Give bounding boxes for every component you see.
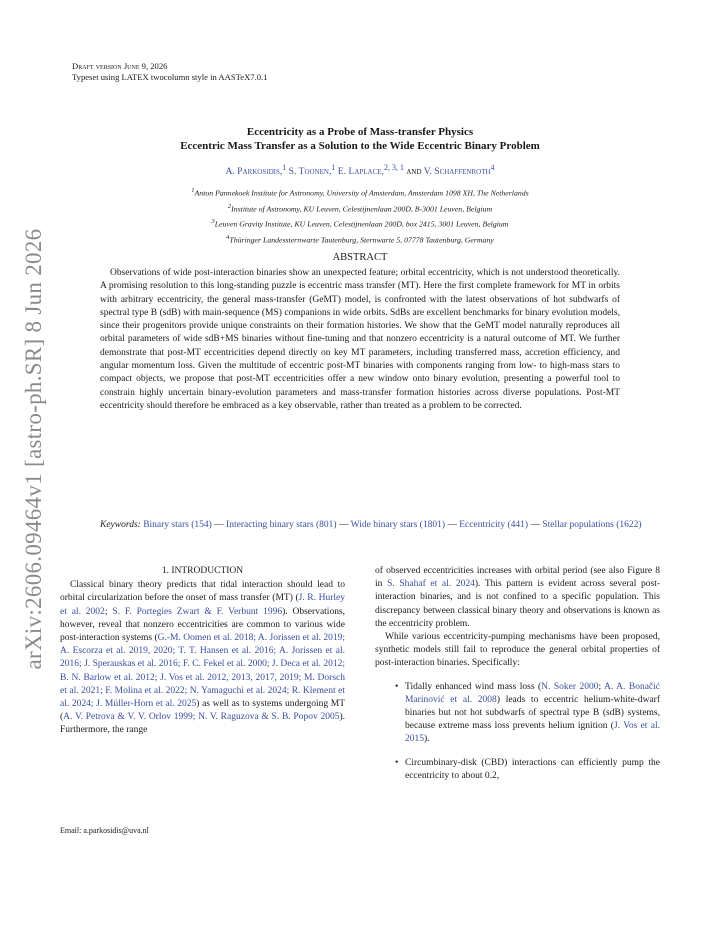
author-conjunction: and	[406, 166, 422, 178]
author-4[interactable]: V. Schaffenroth	[423, 166, 491, 178]
keyword-separator: —	[211, 520, 227, 530]
author-4-affil: 4	[490, 163, 495, 172]
section-heading: 1. INTRODUCTION	[161, 566, 244, 576]
keyword-separator: —	[336, 520, 351, 530]
intro-paragraph-continued: of observed eccentricities increases with orbital period (see also Figure 8 in S. Shahaf et al. 2024). This pattern is evident across several post-interaction binaries, and is not confined to a specific population. This discrepancy between classical binary theory and observations is known as the eccentricity problem.	[375, 566, 661, 629]
author-2-affil: 1	[331, 163, 336, 172]
citation-link[interactable]: J. Vos et al. 2015	[405, 721, 660, 745]
title-line-1: Eccentricity as a Probe of Mass-transfer Physics	[246, 126, 474, 138]
intro-paragraph: While various eccentricity-pumping mechanisms have been proposed, synthetic models still fail to reproduce the general orbital properties of post-interaction binaries. Specifically:	[375, 632, 660, 669]
affiliation: $^3$Leuven Gravity Institute, KU Leuven, Celestijnenlaan 200D, box 2415, 3001 Leuven, Belgium	[211, 218, 509, 229]
title-line-2: Eccentric Mass Transfer as a Solution to the Wide Eccentric Binary Problem	[180, 140, 540, 152]
draft-line: Draft version June 9, 2026	[72, 61, 168, 71]
author-1-affil: 1	[282, 163, 287, 172]
keyword-link[interactable]: Stellar populations (1622)	[542, 520, 642, 530]
typeset-line: Typeset using LATEX twocolumn style in AASTeX7.0.1	[72, 72, 268, 82]
citation-link[interactable]: S. F. Portegies Zwart & F. Verbunt 1996	[112, 606, 283, 617]
affiliation: $^1$Anton Pannekoek Institute for Astronomy, University of Amsterdam, Amsterdam 1098 XH, The Netherlands	[191, 187, 529, 198]
mechanism-list	[375, 681, 660, 783]
author-3-affil: 2, 3, 1	[383, 163, 404, 172]
citation-link[interactable]: A. A. Bonačić Marinović et al. 2008	[405, 681, 660, 705]
affiliations	[60, 184, 660, 246]
email-footnote: Email: a.parkosidis@uva.nl	[60, 826, 149, 835]
list-item: • Circumbinary-disk (CBD) interactions can efficiently pump the eccentricity to about 0.2,	[405, 757, 660, 783]
right-column	[375, 565, 660, 793]
keyword-link[interactable]: Eccentricity (441)	[459, 520, 529, 530]
abstract-text: Observations of wide post-interaction binaries show an unexpected feature; orbital eccentricity, which is not understood theoretically. A promising resolution to this long-standing puzzle is eccentric mass transfer (MT). Here the first complete framework for MT in orbits with arbitrary eccentricity, the general mass-transfer (GeMT) model, is confronted with the latest observations of hot subdwarfs of spectral type B (sdB) with main-sequence (MS) companions in wide orbits. SdBs are excellent benchmarks for binary evolution models, since their progenitors provide unique constraints on their formation histories. We show that the GeMT model naturally reproduces all orbital parameters of wide sdB+MS binaries without fine-tuning and that nonzero eccentricity is a natural outcome of MT. We further demonstrate that post-MT eccentricities depend directly on key MT parameters, including transferred mass, accretion efficiency, and angular momentum loss. Given the multitude of eccentric post-MT binaries with components ranging from low- to high-mass stars to compact objects, we propose that post-MT eccentricities offer a new window onto binary evolution, presenting a powerful tool to constrain highly uncertain binary-evolution parameters and mass-transfer formation histories across diverse populations. Post-MT eccentricity should therefore be embraced as a key observable, rather than treated as a problem to be corrected.	[100, 268, 620, 411]
author-1[interactable]: A. Parkosidis,	[225, 166, 283, 178]
running-header	[72, 61, 267, 83]
intro-paragraph: Classical binary theory predicts that tidal interaction should lead to orbital circularization before the onset of mass transfer (MT) (J. R. Hurley et al. 2002; S. F. Portegies Zwart & F. Verbunt 1996). Observations, however, reveal that nonzero eccentricities are common to various wide post-interaction systems (G.-M. Oomen et al. 2018; A. Jorissen et al. 2019; A. Escorza et al. 2019, 2020; T. T. Hansen et al. 2016; A. Jorissen et al. 2016; J. Sperauskas et al. 2016; F. C. Fekel et al. 2000; J. Deca et al. 2012; B. N. Barlow et al. 2012; J. Vos et al. 2012, 2013, 2017, 2019; M. Dorsch et al. 2021; F. Molina et al. 2022; N. Yamaguchi et al. 2024; R. Klement et al. 2024; J. Müller-Horn et al. 2025) as well as to systems undergoing MT (A. V. Petrova & V. V. Orlov 1999; N. V. Raguzova & S. B. Popov 2005). Furthermore, the range	[60, 580, 346, 736]
keyword-separator: —	[528, 520, 543, 530]
affiliation: $^4$Thüringer Landessternwarte Tautenburg, Sternwarte 5, 07778 Tautenburg, Germany	[226, 233, 494, 245]
keywords	[100, 519, 677, 532]
citation-link[interactable]: J. R. Hurley et al. 2002	[60, 593, 345, 617]
citation-link[interactable]: G.-M. Oomen et al. 2018; A. Jorissen et al. 2019; A. Escorza et al. 2019, 2020; T. T. Hansen et al. 2016; A. Jorissen et al. 2016; J. Sperauskas et al. 2016; F. C. Fekel et al. 2000; J. Deca et al. 2012; B. N. Barlow et al. 2012; J. Vos et al. 2012, 2013, 2017, 2019; M. Dorsch et al. 2021; F. Molina et al. 2022; N. Yamaguchi et al. 2024; R. Klement et al. 2024; J. Müller-Horn et al. 2025	[60, 633, 346, 710]
keyword-separator: —	[445, 520, 460, 530]
citation-link[interactable]: S. Shahaf et al. 2024	[387, 579, 475, 590]
keyword-link[interactable]: Wide binary stars (1801)	[350, 520, 445, 530]
author-3[interactable]: E. Laplace,	[337, 166, 384, 178]
keyword-link[interactable]: Interacting binary stars (801)	[226, 520, 337, 530]
list-item: • Tidally enhanced wind mass loss (N. Soker 2000; A. A. Bonačić Marinović et al. 2008) leads to eccentric helium-white-dwarf binaries but not hot subdwarfs of spectral type B (sdB) systems, because extreme mass loss prevents helium ignition (J. Vos et al. 2015).	[405, 681, 660, 747]
arxiv-identifier: arXiv:2606.09464v1 [astro-ph.SR] 8 Jun 2026	[21, 228, 46, 670]
author-2[interactable]: S. Toonen,	[288, 166, 332, 178]
abstract-heading: ABSTRACT	[332, 252, 388, 263]
affiliation: $^2$Institute of Astronomy, KU Leuven, Celestijnenlaan 200D, B-3001 Leuven, Belgium	[227, 202, 493, 214]
keywords-label: Keywords:	[100, 520, 141, 530]
paper-title	[60, 125, 660, 153]
left-column	[60, 565, 345, 738]
author-list	[60, 163, 660, 177]
keyword-link[interactable]: Binary stars (154)	[143, 520, 212, 530]
citation-link[interactable]: A. V. Petrova & V. V. Orlov 1999; N. V. Raguzova & S. B. Popov 2005	[63, 712, 340, 723]
citation-link[interactable]: N. Soker 2000	[541, 681, 599, 692]
